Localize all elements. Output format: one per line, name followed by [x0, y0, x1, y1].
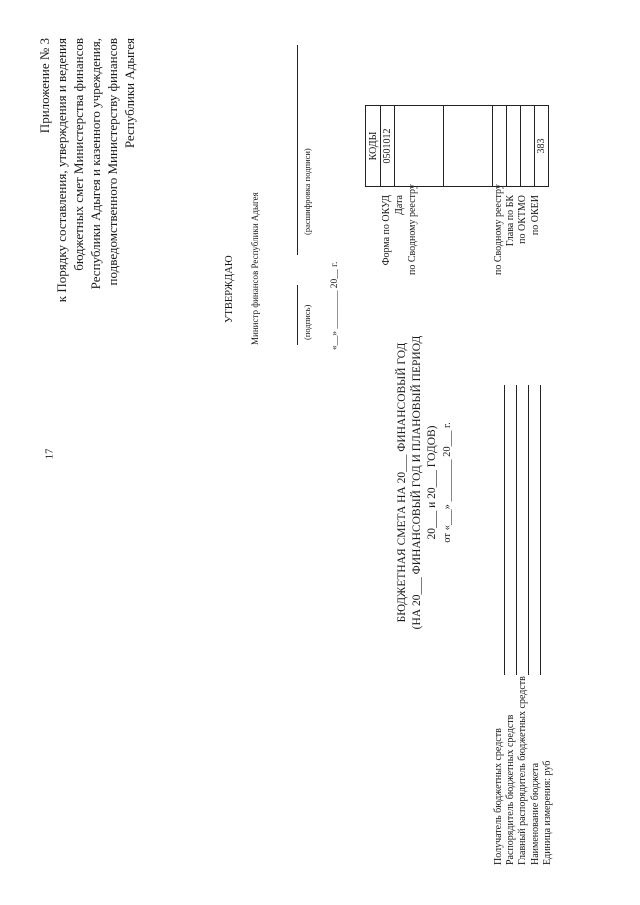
fill-lines	[493, 385, 541, 675]
appendix-line: Республики Адыгея	[122, 38, 137, 149]
appendix-line: бюджетных смет Министерства финансов	[71, 38, 86, 271]
signature-line[interactable]	[297, 285, 298, 345]
appendix-header	[36, 38, 138, 338]
okei-label: по ОКЕИ	[529, 195, 541, 236]
signature-caption: (подпись)	[302, 304, 312, 340]
appendix-line: к Порядку составления, утверждения и ведения	[54, 38, 69, 303]
registry-label: по Сводному реестру	[407, 184, 418, 275]
date-code[interactable]	[395, 106, 444, 187]
codes-labels	[380, 184, 419, 275]
right-code-labels	[493, 184, 542, 275]
signature-decoding-line[interactable]	[297, 45, 298, 255]
approval-position: Министр финансов Республики Адыгея	[250, 192, 260, 345]
manager-label: Распорядитель бюджетных средств	[505, 714, 517, 865]
okei-code: 383	[535, 106, 549, 187]
codes-header: КОДЫ	[366, 106, 381, 187]
title-line: (НА 20___ ФИНАНСОВЫЙ ГОД И ПЛАНОВЫЙ ПЕРИОД	[411, 335, 423, 630]
page-number: 17	[43, 448, 56, 460]
manager-input[interactable]	[505, 385, 517, 675]
oktmo-code[interactable]	[521, 106, 535, 187]
codes-table	[365, 105, 549, 187]
budget-name-input[interactable]	[529, 385, 541, 675]
okud-label: Форма по ОКУД	[381, 195, 392, 266]
appendix-line: Республики Адыгея и казенного учреждения,	[88, 38, 103, 290]
field-labels	[493, 676, 554, 865]
chief-manager-input[interactable]	[517, 385, 529, 675]
budget-name-label: Наименование бюджета	[529, 762, 541, 865]
recipient-input[interactable]	[493, 385, 505, 675]
oktmo-label: по ОКТМО	[517, 195, 529, 244]
bk-code[interactable]	[507, 106, 521, 187]
registry2-label: по Сводному реестру	[493, 184, 504, 275]
bk-label: Глава по БК	[505, 195, 517, 247]
unit-label: Единица измерения: руб	[541, 760, 553, 865]
appendix-line: подведомственного Министерству финансов	[105, 38, 120, 286]
chief-manager-label: Главный распорядитель бюджетных средств	[517, 676, 529, 865]
document-title	[395, 325, 455, 640]
signature-decoding-caption: (расшифровка подписи)	[302, 148, 312, 235]
title-line: БЮДЖЕТНАЯ СМЕТА НА 20___ ФИНАНСОВЫЙ ГОД	[396, 342, 408, 623]
approval-date: «__» ________ 20__ г.	[330, 261, 340, 350]
approval-heading: УТВЕРЖДАЮ	[224, 255, 235, 323]
appendix-line: Приложение № 3	[37, 38, 52, 134]
okud-code: 0501012	[381, 106, 395, 187]
title-line: от «___» ________ 20___ г.	[442, 422, 453, 543]
date-label: Дата	[394, 195, 405, 215]
title-line: 20___ и 20___ ГОДОВ)	[426, 425, 438, 540]
registry-code[interactable]	[444, 106, 493, 187]
registry2-code[interactable]	[493, 106, 507, 187]
recipient-label: Получатель бюджетных средств	[493, 728, 504, 865]
